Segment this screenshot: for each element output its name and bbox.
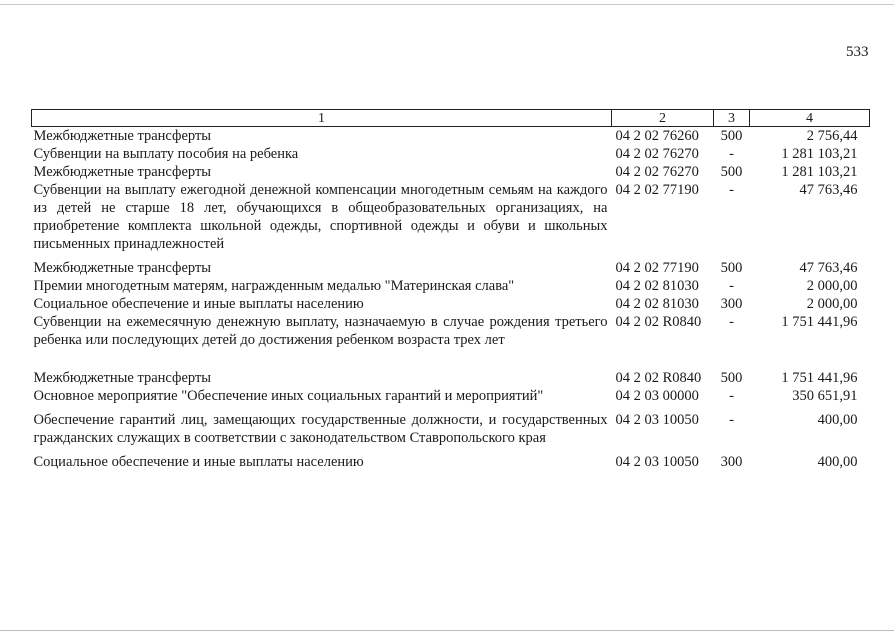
table-row bbox=[32, 277, 870, 295]
table-row bbox=[32, 163, 870, 181]
row-name: Субвенции на выплату ежегодной денежной компенсации многодетным семьям на каждого из детей не старше 18 лет, обучающихся в общеобразовательных организациях, на приобретение комплекта школьной одежды, спортивной одежды и обуви и школьных письменных принадлежностей bbox=[33, 182, 608, 252]
row-name: Субвенции на выплату пособия на ребенка bbox=[33, 146, 299, 162]
row-sum: 400,00 bbox=[817, 412, 858, 428]
table-row bbox=[32, 181, 870, 259]
row-code: 04 2 02 77190 bbox=[615, 182, 699, 198]
row-sum: 1 281 103,21 bbox=[781, 164, 858, 180]
row-name: Межбюджетные трансферты bbox=[33, 128, 212, 144]
row-code: 04 2 02 81030 bbox=[615, 296, 699, 312]
table-row bbox=[32, 127, 870, 146]
row-code: 04 2 02 81030 bbox=[615, 278, 699, 294]
row-vr: - bbox=[729, 278, 734, 294]
table-header-row bbox=[32, 110, 870, 127]
row-name: Межбюджетные трансферты bbox=[33, 260, 212, 276]
column-header-sum: 4 bbox=[750, 110, 870, 127]
row-sum: 1 751 441,96 bbox=[781, 370, 858, 386]
table-row bbox=[32, 411, 870, 453]
row-vr: 500 bbox=[720, 260, 743, 276]
column-header-name: 1 bbox=[32, 110, 612, 127]
row-name: Межбюджетные трансферты bbox=[33, 370, 212, 386]
table-row bbox=[32, 453, 870, 471]
scan-edge-bottom bbox=[0, 630, 894, 631]
table-row bbox=[32, 145, 870, 163]
row-vr: 300 bbox=[720, 296, 743, 312]
row-vr: 500 bbox=[720, 370, 743, 386]
row-sum: 350 651,91 bbox=[792, 388, 858, 404]
row-code: 04 2 03 10050 bbox=[615, 412, 699, 428]
row-vr: - bbox=[729, 314, 734, 330]
row-sum: 1 751 441,96 bbox=[781, 314, 858, 330]
row-name: Межбюджетные трансферты bbox=[33, 164, 212, 180]
scan-edge-top bbox=[0, 4, 894, 5]
table-row bbox=[32, 369, 870, 387]
row-name: Премии многодетным матерям, награжденным медалью "Материнская слава" bbox=[33, 278, 515, 294]
table-row bbox=[32, 259, 870, 277]
row-code: 04 2 03 10050 bbox=[615, 454, 699, 470]
row-sum: 2 000,00 bbox=[806, 278, 858, 294]
row-code: 04 2 03 00000 bbox=[615, 388, 699, 404]
row-sum: 47 763,46 bbox=[799, 260, 858, 276]
table-row bbox=[32, 313, 870, 369]
table-row bbox=[32, 295, 870, 313]
page-number: 533 bbox=[846, 44, 869, 60]
row-sum: 400,00 bbox=[817, 454, 858, 470]
row-vr: 500 bbox=[720, 128, 743, 144]
row-sum: 47 763,46 bbox=[799, 182, 858, 198]
table-row bbox=[32, 387, 870, 411]
budget-table bbox=[31, 109, 870, 471]
row-vr: - bbox=[729, 182, 734, 198]
column-header-vr: 3 bbox=[714, 110, 750, 127]
row-code: 04 2 02 76270 bbox=[615, 146, 699, 162]
row-name: Социальное обеспечение и иные выплаты населению bbox=[33, 296, 364, 312]
row-vr: - bbox=[729, 388, 734, 404]
row-code: 04 2 02 R0840 bbox=[615, 314, 702, 330]
row-name: Обеспечение гарантий лиц, замещающих государственные должности, и государственных гражданских служащих в соответствии с законодательством Ставропольского края bbox=[33, 412, 608, 446]
row-code: 04 2 02 76270 bbox=[615, 164, 699, 180]
row-name: Субвенции на ежемесячную денежную выплату, назначаемую в случае рождения третьего ребенка или последующих детей до достижения ребенком возраста трех лет bbox=[33, 314, 608, 348]
row-sum: 2 756,44 bbox=[806, 128, 858, 144]
column-header-code: 2 bbox=[612, 110, 714, 127]
row-sum: 1 281 103,21 bbox=[781, 146, 858, 162]
row-vr: 500 bbox=[720, 164, 743, 180]
row-name: Социальное обеспечение и иные выплаты населению bbox=[33, 454, 364, 470]
row-code: 04 2 02 76260 bbox=[615, 128, 699, 144]
row-code: 04 2 02 R0840 bbox=[615, 370, 702, 386]
row-name: Основное мероприятие "Обеспечение иных социальных гарантий и мероприятий" bbox=[33, 388, 544, 404]
row-vr: - bbox=[729, 412, 734, 428]
row-vr: - bbox=[729, 146, 734, 162]
row-code: 04 2 02 77190 bbox=[615, 260, 699, 276]
row-sum: 2 000,00 bbox=[806, 296, 858, 312]
row-vr: 300 bbox=[720, 454, 743, 470]
